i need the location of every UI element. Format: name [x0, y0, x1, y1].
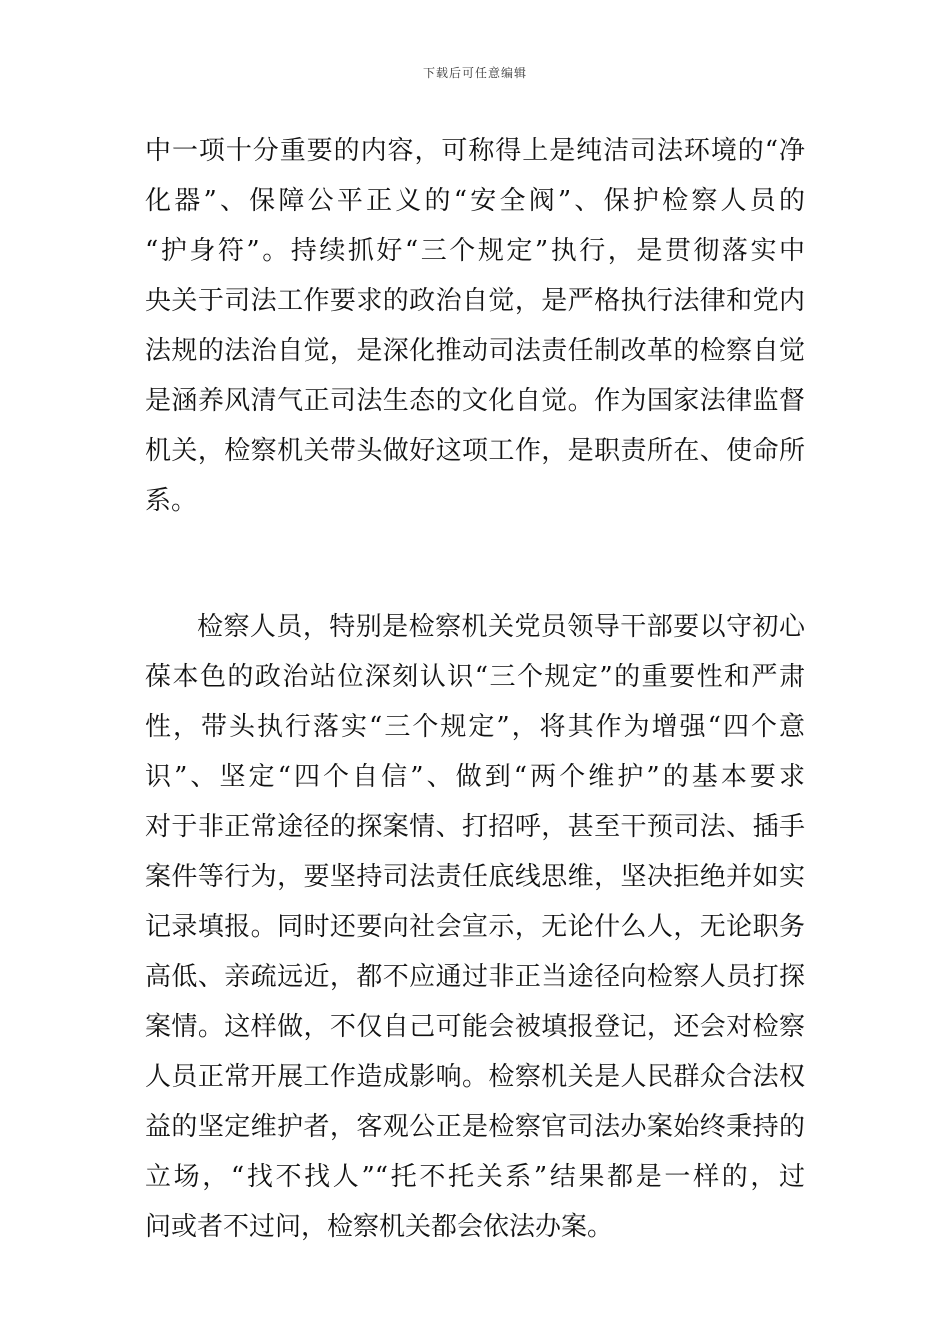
paragraph-line: 记录填报。同时还要向社会宣示，无论什么人，无论职务: [145, 912, 805, 942]
paragraph-line: 中一项十分重要的内容，可称得上是纯洁司法环境的“净: [145, 136, 805, 166]
paragraph-line: 案情。这样做，不仅自己可能会被填报登记，还会对检察: [145, 1012, 805, 1042]
paragraph-line: 化器”、保障公平正义的“安全阀”、保护检察人员的: [145, 186, 805, 216]
paragraph-line: 是涵养风清气正司法生态的文化自觉。作为国家法律监督: [145, 386, 805, 416]
paragraph-spacer: [145, 526, 805, 602]
paragraph-line: 识”、坚定“四个自信”、做到“两个维护”的基本要求: [145, 762, 805, 792]
paragraph-line: 央关于司法工作要求的政治自觉，是严格执行法律和党内: [145, 286, 805, 316]
paragraph-line: 性，带头执行落实“三个规定”，将其作为增强“四个意: [145, 712, 805, 742]
paragraph-line: 法规的法治自觉，是深化推动司法责任制改革的检察自觉: [145, 336, 805, 366]
paragraph-line: 葆本色的政治站位深刻认识“三个规定”的重要性和严肃: [145, 662, 805, 692]
paragraph-line: 系。: [145, 486, 198, 516]
paragraph-2: [145, 602, 805, 1252]
paragraph-line: 益的坚定维护者，客观公正是检察官司法办案始终秉持的: [145, 1112, 805, 1142]
paragraph-line: 问或者不过问，检察机关都会依法办案。: [145, 1212, 614, 1242]
paragraph-line: 案件等行为，要坚持司法责任底线思维，坚决拒绝并如实: [145, 862, 805, 892]
paragraph-1: [145, 126, 805, 526]
paragraph-line: 高低、亲疏远近，都不应通过非正当途径向检察人员打探: [145, 962, 805, 992]
paragraph-line: 立场，“找不找人”“托不托关系”结果都是一样的，过: [145, 1162, 805, 1192]
paragraph-line: 对于非正常途径的探案情、打招呼，甚至干预司法、插手: [145, 812, 805, 842]
paragraph-line: 检察人员，特别是检察机关党员领导干部要以守初心: [197, 612, 805, 642]
paragraph-line: “护身符”。持续抓好“三个规定”执行，是贯彻落实中: [145, 236, 805, 266]
page-header: 下载后可任意编辑: [422, 66, 527, 80]
document-body: [145, 126, 805, 1252]
paragraph-line: 人员正常开展工作造成影响。检察机关是人民群众合法权: [145, 1062, 805, 1092]
paragraph-line: 机关，检察机关带头做好这项工作，是职责所在、使命所: [145, 436, 805, 466]
